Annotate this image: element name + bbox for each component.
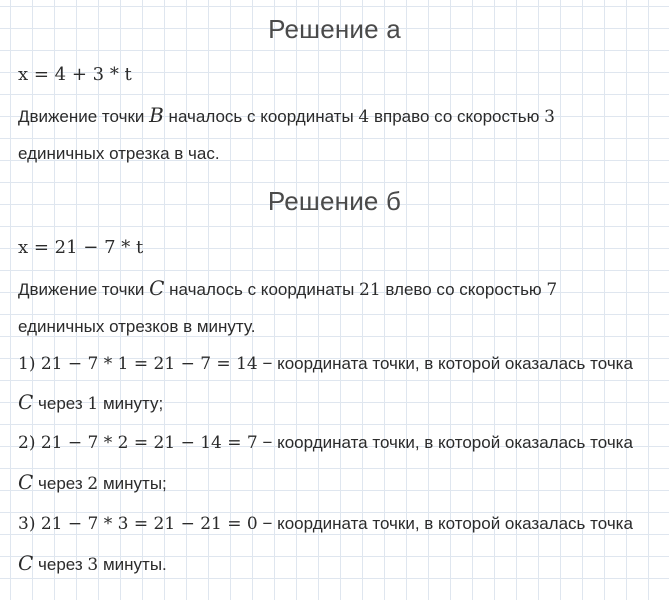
text: вправо со скоростью bbox=[369, 107, 545, 126]
text: началось с координаты bbox=[163, 107, 359, 126]
point-label: C bbox=[18, 470, 34, 494]
solution-a-description bbox=[18, 104, 661, 128]
step-calc: 2) 21 − 7 * 2 = 21 − 14 = 7 bbox=[18, 433, 258, 453]
text: минуты; bbox=[98, 474, 167, 493]
start-value: 4 bbox=[358, 107, 370, 127]
text: Движение точки bbox=[18, 107, 150, 126]
solution-b-description-cont: единичных отрезков в минуту. bbox=[18, 317, 256, 336]
step-desc: − координата точки, в которой оказалась точка bbox=[257, 514, 633, 533]
point-label: B bbox=[149, 103, 164, 127]
step-3 bbox=[18, 513, 661, 535]
text: через bbox=[33, 555, 88, 574]
minutes-value: 1 bbox=[87, 394, 99, 414]
step-3-cont bbox=[18, 552, 661, 576]
speed-value: 7 bbox=[546, 280, 558, 300]
text: через bbox=[33, 474, 88, 493]
step-calc: 1) 21 − 7 * 1 = 21 − 7 = 14 bbox=[18, 354, 258, 374]
solution-b-description bbox=[18, 277, 661, 301]
text: минуты. bbox=[98, 555, 167, 574]
text: влево со скоростью bbox=[380, 280, 547, 299]
solution-a-description-cont: единичных отрезка в час. bbox=[18, 144, 220, 163]
point-label: C bbox=[149, 276, 165, 300]
step-2-cont bbox=[18, 471, 661, 495]
text: началось с координаты bbox=[164, 280, 360, 299]
minutes-value: 3 bbox=[87, 555, 99, 575]
point-label: C bbox=[18, 390, 34, 414]
text: через bbox=[33, 394, 88, 413]
start-value: 21 bbox=[359, 280, 381, 300]
speed-value: 3 bbox=[544, 107, 555, 127]
formula-a: x = 4 + 3 * t bbox=[18, 64, 132, 85]
formula-b: x = 21 − 7 * t bbox=[18, 237, 144, 258]
step-calc: 3) 21 − 7 * 3 = 21 − 21 = 0 bbox=[18, 514, 258, 534]
text: Движение точки bbox=[18, 280, 150, 299]
text: минуту; bbox=[98, 394, 164, 413]
solution-a-formula bbox=[18, 64, 661, 86]
step-2 bbox=[18, 432, 661, 454]
minutes-value: 2 bbox=[87, 474, 99, 494]
solution-a-heading: Решение а bbox=[268, 14, 401, 44]
solution-b-formula bbox=[18, 237, 661, 259]
point-label: C bbox=[18, 551, 34, 575]
step-1-cont bbox=[18, 391, 661, 415]
step-desc: − координата точки, в которой оказалась точка bbox=[257, 354, 633, 373]
solution-b-heading: Решение б bbox=[267, 186, 402, 216]
step-1 bbox=[18, 353, 661, 375]
step-desc: − координата точки, в которой оказалась точка bbox=[257, 433, 633, 452]
